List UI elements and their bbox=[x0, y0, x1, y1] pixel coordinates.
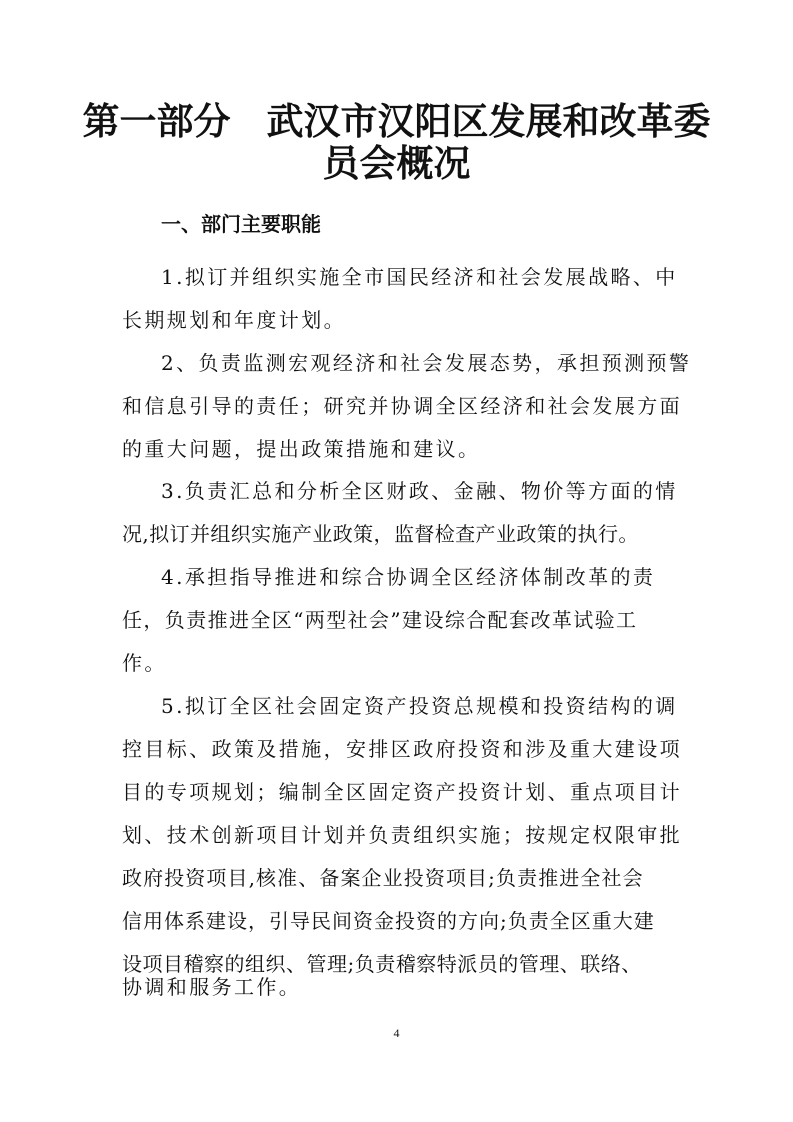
section-heading: 一、部门主要职能 bbox=[161, 212, 321, 236]
paragraph-4-line-1: 4.承担指导推进和综合协调全区经济体制改革的责 bbox=[161, 565, 656, 589]
paragraph-2-line-2: 和信息引导的责任；研究并协调全区经济和社会发展方面 bbox=[122, 394, 682, 418]
paragraph-1-line-2: 长期规划和年度计划。 bbox=[122, 308, 346, 332]
page-title-line-1 bbox=[0, 99, 793, 143]
paragraph-2-line-3: 的重大问题，提出政策措施和建议。 bbox=[122, 437, 481, 461]
paragraph-2-line-1: 2、负责监测宏观经济和社会发展态势，承担预测预警 bbox=[161, 351, 692, 375]
paragraph-5-line-4: 划、技术创新项目计划并负责组织实施；按规定权限审批 bbox=[122, 823, 682, 847]
paragraph-5-line-5: 政府投资项目,核准、备案企业投资项目;负责推进全社会 bbox=[122, 866, 644, 890]
paragraph-5-line-2: 控目标、政策及措施，安排区政府投资和涉及重大建设项 bbox=[122, 737, 682, 761]
paragraph-4-line-3: 作。 bbox=[122, 651, 167, 675]
paragraph-5-line-6: 信用体系建设，引导民间资金投资的方向;负责全区重大建 bbox=[122, 909, 655, 933]
paragraph-5-line-1: 5.拟订全区社会固定资产投资总规模和投资结构的调 bbox=[161, 694, 678, 718]
page-number: 4 bbox=[393, 1026, 400, 1040]
paragraph-3-line-1: 3.负责汇总和分析全区财政、金融、物价等方面的情 bbox=[161, 479, 678, 503]
paragraph-1-line-1: 1.拟订并组织实施全市国民经济和社会发展战略、中 bbox=[161, 265, 678, 289]
paragraph-5-line-7: 设项目稽察的组织、管理;负责稽察特派员的管理、联络、 bbox=[122, 952, 642, 976]
title-organization-name: 武汉市汉阳区发展和改革委 bbox=[266, 99, 711, 143]
paragraph-4-line-2: 任，负责推进全区“两型社会”建设综合配套改革试验工 bbox=[122, 608, 638, 632]
paragraph-3-line-2: 况,拟订并组织实施产业政策，监督检查产业政策的执行。 bbox=[122, 522, 639, 546]
paragraph-5-line-3: 目的专项规划；编制全区固定资产投资计划、重点项目计 bbox=[122, 780, 682, 804]
page-title-line-2: 员会概况 bbox=[322, 141, 471, 185]
title-part-label: 第一部分 bbox=[82, 99, 231, 143]
paragraph-5-line-8: 协调和服务工作。 bbox=[122, 975, 302, 999]
